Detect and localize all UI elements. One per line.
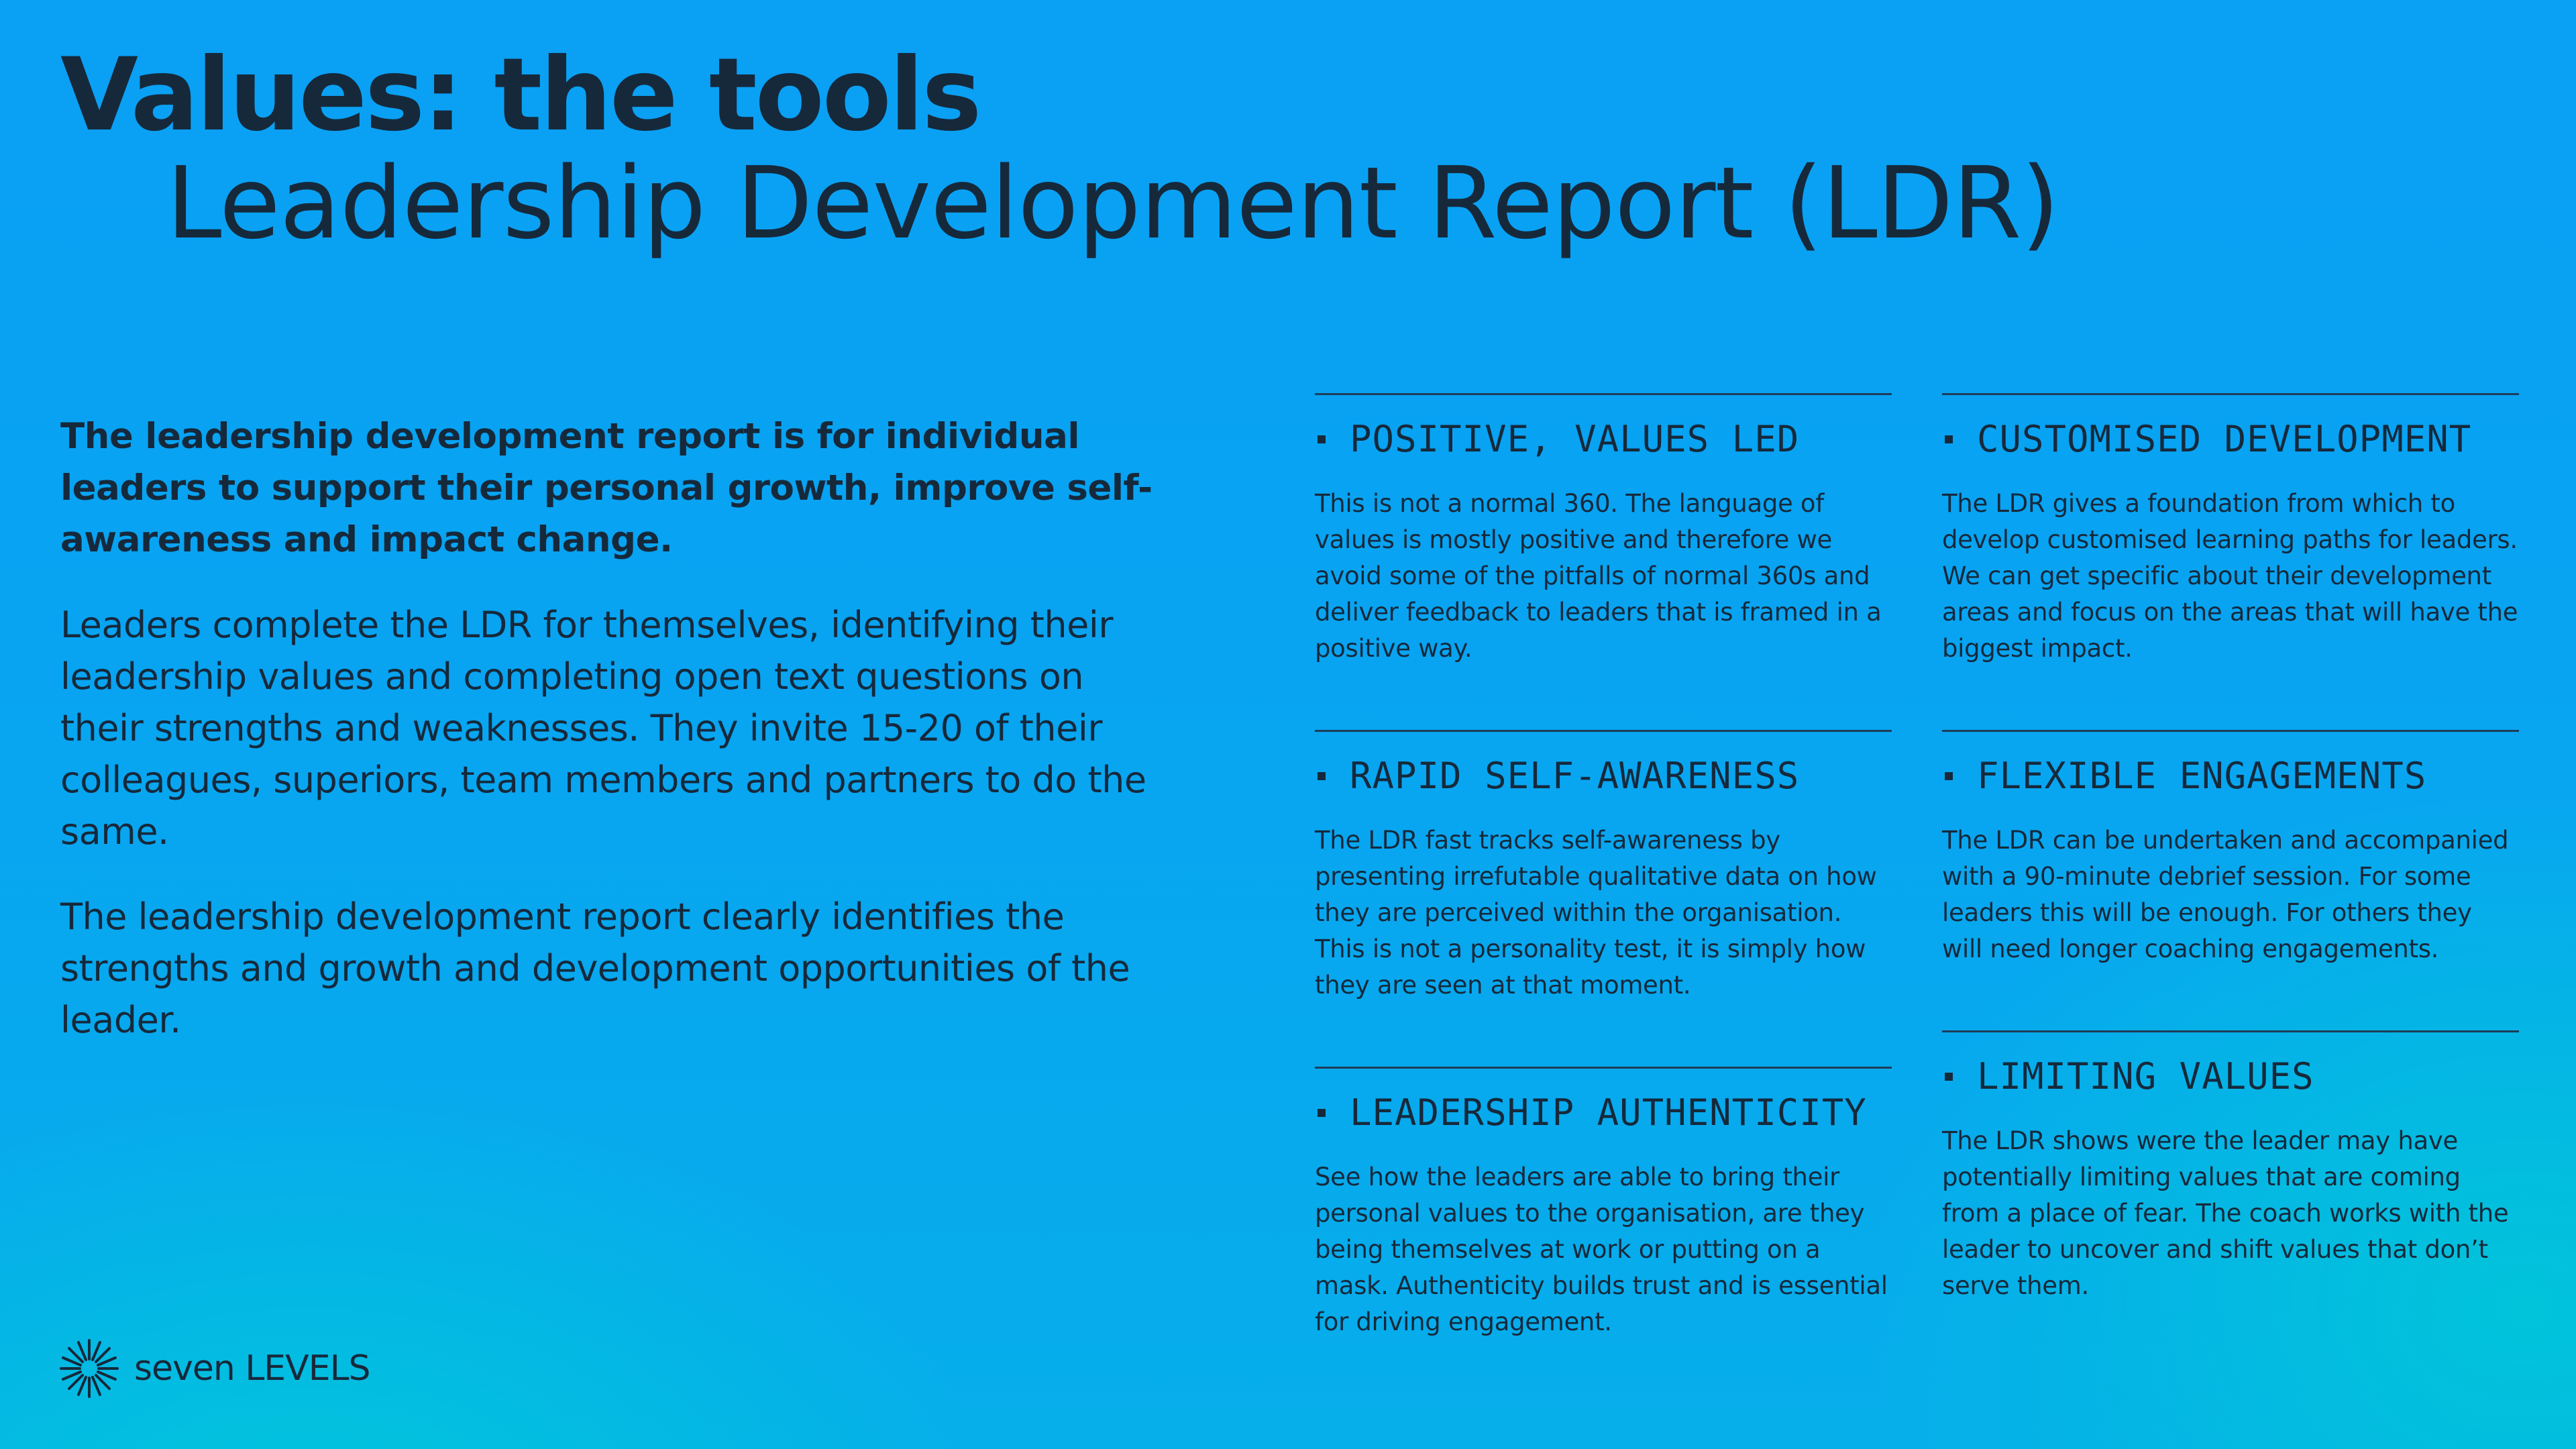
feature-text: The LDR shows were the leader may have potentially limiting values that are coming from a place of fear. The coach works with the leader to uncover and shift values that don’t serve them. xyxy=(1942,1126,2509,1300)
logo-wordmark: seven LEVELS xyxy=(134,1348,370,1389)
intro-paragraph: The leadership development report clearly identifies the strengths and growth and development opportunities of the leader. xyxy=(60,896,1130,1041)
feature-customised-development xyxy=(1942,393,2519,667)
feature-heading xyxy=(1315,755,1892,797)
bullet-icon xyxy=(1318,772,1326,780)
feature-heading xyxy=(1942,1055,2519,1097)
bullet-icon xyxy=(1318,435,1326,443)
feature-heading-label: POSITIVE, VALUES LED xyxy=(1350,418,1800,460)
feature-heading xyxy=(1942,755,2519,797)
bullet-icon xyxy=(1318,1109,1326,1117)
intro-lead: The leadership development report is for individual leaders to support their personal growth, improve self-awareness and impact change. xyxy=(60,416,1152,560)
feature-text: This is not a normal 360. The language of values is mostly positive and therefore we avoid some of the pitfalls of normal 360s and deliver feedback to leaders that is framed in a positive way. xyxy=(1315,489,1882,663)
feature-heading-label: LEADERSHIP AUTHENTICITY xyxy=(1350,1091,1867,1134)
feature-heading xyxy=(1315,418,1892,460)
bullet-icon xyxy=(1945,772,1953,780)
intro-paragraph: Leaders complete the LDR for themselves, identifying their leadership values and completing open text questions on their strengths and weaknesses. They invite 15-20 of their colleagues, superiors, team members and partners to do the same. xyxy=(60,604,1146,853)
feature-flexible-engagements xyxy=(1942,730,2519,967)
feature-heading xyxy=(1315,1091,1892,1134)
feature-text: The LDR can be undertaken and accompanied with a 90-minute debrief session. For some leaders this will be enough. For others they will need longer coaching engagements. xyxy=(1942,826,2509,963)
feature-text: See how the leaders are able to bring their personal values to the organisation, are they being themselves at work or putting on a mask. Authenticity builds trust and is essential for driving engagement. xyxy=(1315,1163,1888,1336)
feature-heading-label: CUSTOMISED DEVELOPMENT xyxy=(1977,418,2472,460)
feature-rapid-self-awareness xyxy=(1315,730,1892,1004)
starburst-icon xyxy=(59,1338,119,1399)
feature-heading-label: RAPID SELF-AWARENESS xyxy=(1350,755,1800,797)
feature-leadership-authenticity xyxy=(1315,1067,1892,1340)
feature-text: The LDR fast tracks self-awareness by presenting irrefutable qualitative data on how they are perceived within the organisation. This is not a personality test, it is simply how they are seen at that moment. xyxy=(1315,826,1877,1000)
page-title: Values: the tools xyxy=(60,37,980,154)
feature-heading-label: FLEXIBLE ENGAGEMENTS xyxy=(1977,755,2427,797)
bullet-icon xyxy=(1945,435,1953,443)
feature-heading xyxy=(1942,418,2519,460)
feature-text: The LDR gives a foundation from which to develop customised learning paths for leaders. We can get specific about their development areas and focus on the areas that will have the biggest impact. xyxy=(1942,489,2518,663)
feature-limiting-values xyxy=(1942,1030,2519,1304)
feature-heading-label: LIMITING VALUES xyxy=(1977,1055,2314,1097)
feature-positive-values-led xyxy=(1315,393,1892,667)
page-subtitle: Leadership Development Report (LDR) xyxy=(166,146,2059,261)
company-logo xyxy=(59,1338,370,1399)
intro-section xyxy=(60,411,1161,1079)
bullet-icon xyxy=(1945,1073,1953,1081)
